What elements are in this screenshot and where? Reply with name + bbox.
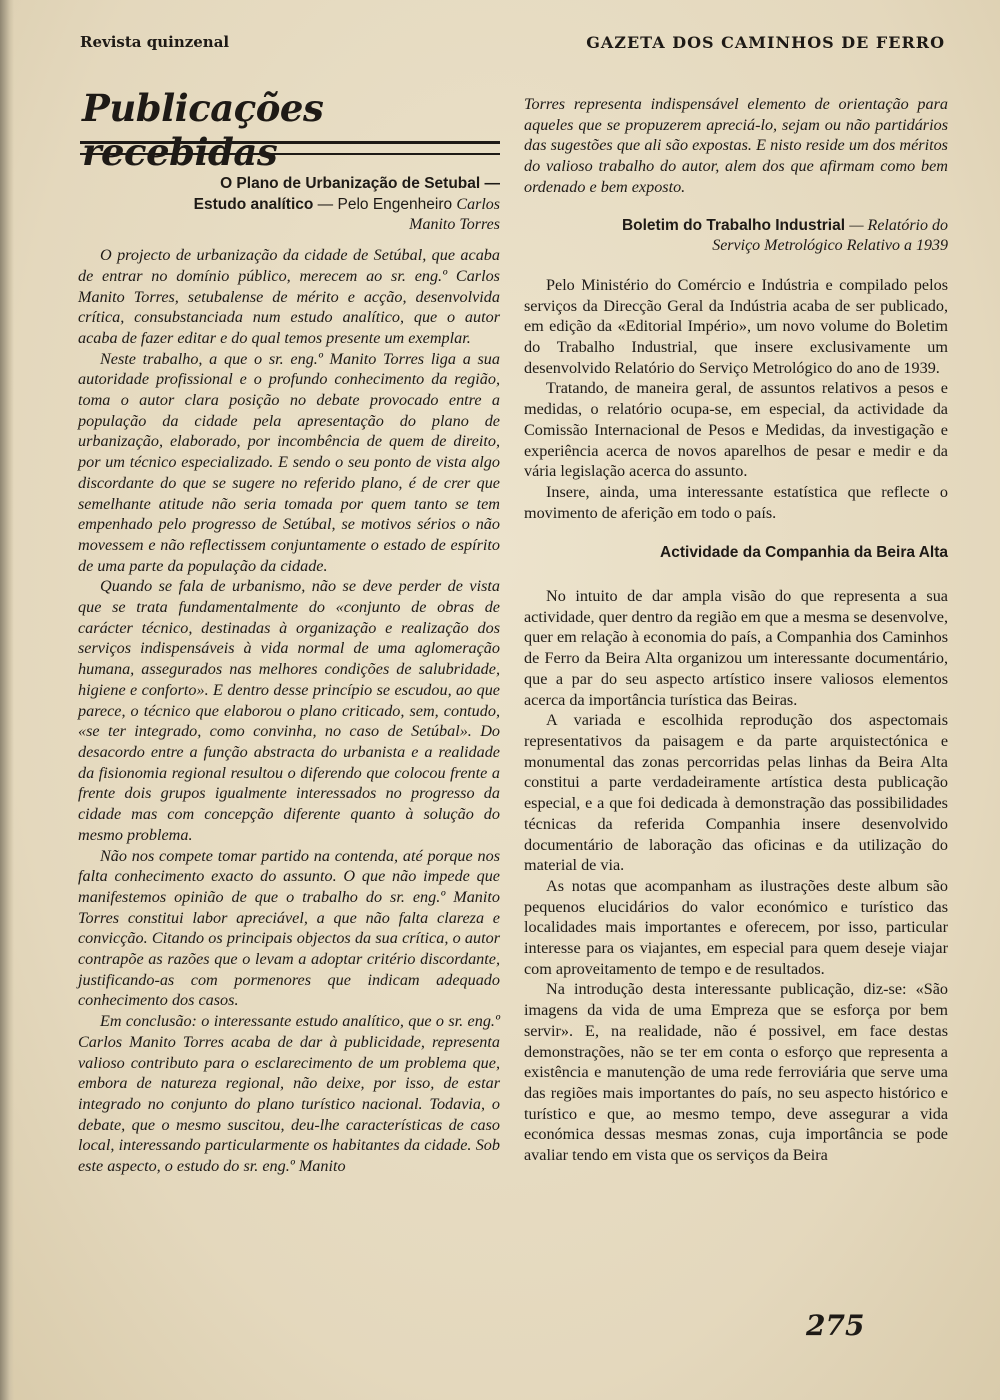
article3-paragraph: No intuito de dar ampla visão do que representa a sua actividade, quer dentro da região em que a mesma se desenvolve, quer em relação à economia do país, a Companhia dos Caminhos de Ferro da Beira Alta organizou um interessante documentário, que a par do seu aspecto artístico insere valiosos elementos acerca da importância turística das Beiras. bbox=[524, 587, 948, 709]
article3-paragraph: Na introdução desta interessante publicação, diz-se: «São imagens da vida de uma Empreza que se esforça por bem servir». E, na realidade, não é possivel, em face destas demonstrações, não se ter em conta o esforço que representa a existência e manutenção de uma rede ferroviária que serve uma das regiões mais importantes do país, no seu aspecto histórico e turístico e que, ao mesmo tempo, deve assegurar a vida económica dessas mesmas zonas, cuja importância se pode avaliar tendo em vista que os serviços da Beira bbox=[524, 980, 948, 1165]
article2-paragraph: Insere, ainda, uma interessante estatística que reflecte o movimento de aferição em todo o país. bbox=[524, 482, 948, 522]
running-header-left: Revista quinzenal bbox=[80, 33, 230, 51]
article1-by: — Pelo Engenheiro bbox=[313, 195, 457, 213]
section-title: Publicações recebidas bbox=[82, 86, 324, 174]
article2-title: Boletim do Trabalho Industrial bbox=[621, 216, 846, 234]
article1-heading bbox=[78, 174, 500, 236]
article2-subtitle: — Relatório do Serviço Metrológico Relativo a 1939 bbox=[712, 216, 948, 255]
article3-title: Actividade da Companhia da Beira Alta bbox=[660, 544, 948, 562]
article1-title: O Plano de Urbanização de Setubal — Estudo analítico bbox=[193, 175, 500, 213]
article1-paragraph: O projecto de urbanização da cidade de Setúbal, que acaba de entrar no domínio público, merecem ao sr. eng.º Carlos Manito Torres, setubalense de mérito e acção, desenvolvida crítica, consubstanciada num estudo analítico, que o autor acaba de fazer editar e do qual temos presente um exemplar. bbox=[78, 246, 500, 347]
article2-paragraph: Pelo Ministério do Comércio e Indústria e compilado pelos serviços da Direcção Geral da Indústria acaba de ser publicado, em edição da «Editorial Império», um novo volume do Boletim do Trabalho Industrial, que insere exclusivamente um desenvolvido Relatório do Serviço Metrológico do ano de 1939. bbox=[524, 275, 948, 377]
article1-paragraph: Neste trabalho, a que o sr. eng.º Manito Torres liga a sua autoridade profissional e o profundo conhecimento da região, toma o autor clara posição no debate provocado entre a população da cidade pela apresentação do plano de urbanização, elaborado, por incombência de quem de direito, por um técnico especializado. E sendo o seu ponto de vista algo discordante do que se sugere no referido plano, é de crer que semelhante atitude não seria tomada por quem tanto se tem empenhado pelo progresso de Setúbal, se motivos sérios o não movessem e não reflectissem conjuntamente o estado de espírito de uma parte da população da cidade. bbox=[78, 349, 500, 575]
article1-paragraph-continued: Torres representa indispensável elemento de orientação para aqueles que se propuzerem apreciá-lo, sejam ou não partidários das sugestões que ali são expostas. E nisto reside um dos méritos do valioso trabalho do autor, alem dos que afirmam como bem ordenado e bem exposto. bbox=[524, 95, 948, 196]
left-column bbox=[78, 174, 500, 1177]
article3-paragraph: A variada e escolhida reprodução dos aspectomais representativos da paisagem e da parte arquistectónica e monumental das zonas percorridas pelas linhas da Beira Alta constitui a parte verdadeiramente artística desta publicação especial, e a que foi dedicada à demonstração das possibilidades técnicas da referida Companhia insere desenvolvido documentário de laboração das oficinas e da utilização do material de via. bbox=[524, 711, 948, 875]
right-column bbox=[524, 94, 948, 1166]
article3-heading bbox=[524, 543, 948, 564]
article2-paragraph: Tratando, de maneira geral, de assuntos relativos a pesos e medidas, o relatório ocupa-se, em especial, da actividade da Comissão Internacional de Pesos e Medidas, da investigação e experiência acerca de novos aparelhos de pesar e medir e da vária legislação acerca do assunto. bbox=[524, 379, 948, 481]
article3-paragraph: As notas que acompanham as ilustrações deste album são pequenos elucidários do valor económico e turístico das localidades mais importantes e oferecem, por isso, particular interesse para os viajantes, em especial para quem deseje viajar com aproveitamento de tempo e de resultados. bbox=[524, 876, 948, 978]
page-number: 275 bbox=[806, 1309, 865, 1342]
binding-edge bbox=[0, 0, 14, 1400]
running-header-right: GAZETA DOS CAMINHOS DE FERRO bbox=[586, 33, 945, 52]
title-double-rule bbox=[80, 141, 500, 155]
article1-paragraph: Não nos compete tomar partido na contenda, até porque nos falta conhecimento exacto do assunto. O que não impede que manifestemos opinião de que o trabalho do sr. eng.º Manito Torres constitui labor apreciável, a que não falta clareza e convicção. Citando os principais objectos da sua crítica, o autor contrapõe as razões que o levam a adoptar critério discordante, justificando-as com pormenores que indicam adequado conhecimento dos casos. bbox=[78, 846, 500, 1010]
article1-paragraph: Quando se fala de urbanismo, não se deve perder de vista que se trata fundamentalmente do «conjunto de obras de carácter técnico, destinadas à organização e realização dos serviços indispensáveis à vida normal de uma aglomeração humana, assegurados nas melhores condições de salubridade, higiene e conforto». E dentro desse princípio se escudou, ao que parece, o técnico que elaborou o plano criticado, sem, contudo, «se ter integrado, como convinha, no caso de Setúbal». Do desacordo entre a função abstracta do urbanista e a realidade da fisionomia regional resultou o diferendo que colocou frente a frente dois grupos igualmente interessados no progresso da cidade mas com concepção diferente quanto à solução do mesmo problema. bbox=[78, 577, 500, 844]
article2-heading bbox=[524, 216, 948, 257]
article1-author: Carlos Manito Torres bbox=[409, 195, 500, 234]
article1-paragraph: Em conclusão: o interessante estudo analítico, que o sr. eng.º Carlos Manito Torres acaba de dar à publicidade, representa valioso contributo para o esclarecimento de um problema que, embora de natureza regional, não deixe, por isso, de estar integrado no conjunto do plano turístico nacional. Todavia, o debate, que o mesmo suscitou, deu-lhe características de caso local, interessando particularmente os habitantes da cidade. Sob este aspecto, o estudo do sr. eng.º Manito bbox=[78, 1012, 500, 1176]
